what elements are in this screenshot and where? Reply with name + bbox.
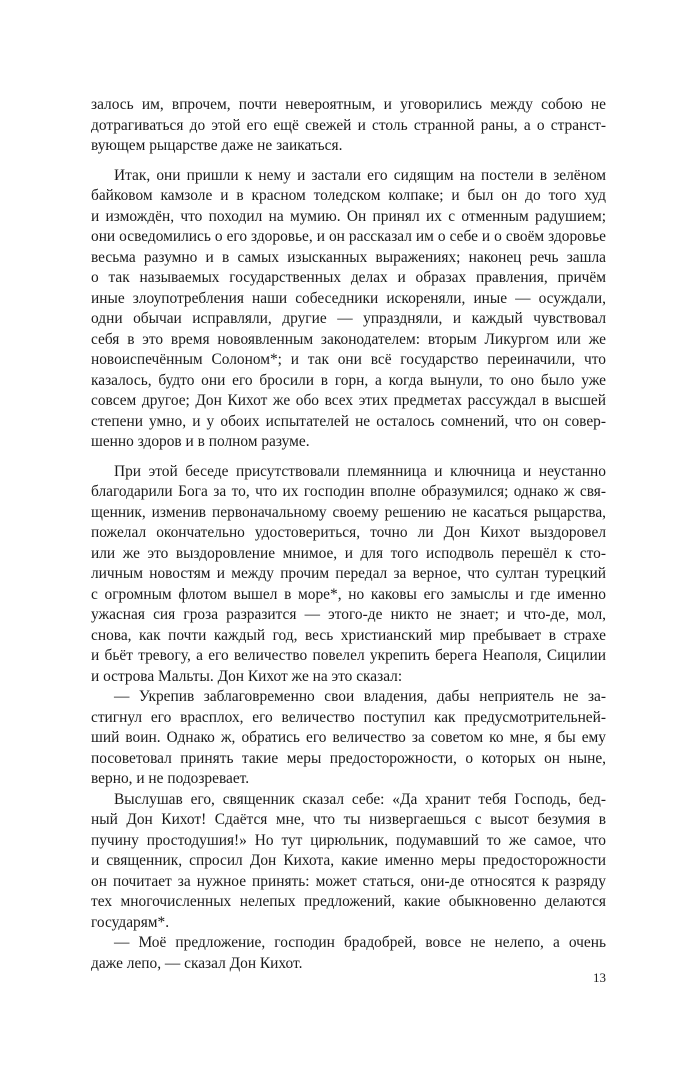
text-line: — Укрепив заблаговременно свои владения, дабы неприятель не за- xyxy=(114,688,606,705)
text-line: с огромным флотом вышел в море*, но каковы его замыслы и где именно xyxy=(91,585,606,603)
text-line: ужасная сия гроза разразится — этого-де никто не знает; и что-де, мол, xyxy=(91,606,606,623)
text-line: пучину простодушия!» Но тут цирюльник, подумавший то же самое, что xyxy=(91,831,606,849)
text-line: государям*. xyxy=(91,913,170,931)
text-line: новоиспечённым Солоном*; и так они всё государство переиначили, что xyxy=(91,351,606,368)
text-line: посоветовал принять такие меры предосторожности, о которых он ныне, xyxy=(91,749,606,767)
text-line: даже лепо, — сказал Дон Кихот. xyxy=(91,954,303,972)
paragraph-gap xyxy=(91,453,606,462)
text-line: степени умно, и у обоих испытателей не осталось сомнений, что он совер- xyxy=(91,412,606,430)
text-line: залось им, впрочем, почти невероятным, и уговорились между собою не xyxy=(91,96,606,113)
paragraph xyxy=(91,462,606,688)
text-line: себя в это время новоявленным законодателем: вторым Ликургом или же xyxy=(91,330,606,348)
paragraph xyxy=(91,687,606,790)
text-line: тех многочисленных нелепых предложений, какие обыкновенно делаются xyxy=(91,893,606,910)
text-line: они осведомились о его здоровье, и он рассказал им о себе и о своём здоровье xyxy=(91,228,606,245)
text-line: снова, как почти каждый год, весь христианский мир пребывает в страхе xyxy=(91,626,606,644)
text-line: весьма разумно и в самых изысканных выражениях; наконец речь зашла xyxy=(91,248,606,266)
text-line: и острова Мальты. Дон Кихот же на это сказал: xyxy=(91,667,403,685)
text-line: казалось, будто они его бросили в горн, а когда вынули, то оно было уже xyxy=(91,371,606,389)
text-line: ший воин. Однако ж, обратись его величество за советом ко мне, я бы ему xyxy=(91,729,606,746)
paragraph-gap xyxy=(91,157,606,166)
text-line: ный Дон Кихот! Сдаётся мне, что ты низвергаешься с высот безумия в xyxy=(91,811,606,828)
page-number: 13 xyxy=(593,970,606,985)
text-line: благодарили Бога за то, что их господин вполне образумился; однако ж свя- xyxy=(91,483,606,500)
paragraph xyxy=(91,166,606,453)
text-line: и бьёт тревогу, а его величество повелел укрепить берега Неаполя, Сицилии xyxy=(91,647,606,664)
text-line: и измождён, что походил на мумию. Он принял их с отменным радушием; xyxy=(91,207,606,225)
text-line: байковом камзоле и в красном толедском колпаке; и был он до того худ xyxy=(91,187,606,204)
paragraph xyxy=(91,933,606,974)
text-line: или же это выздоровление мнимое, и для того исподволь перешёл к сто- xyxy=(91,544,606,562)
text-line: стигнул его врасплох, его величество поступил как предусмотрительней- xyxy=(91,708,606,726)
text-line: Итак, они пришли к нему и застали его сидящим на постели в зелёном xyxy=(114,166,606,184)
text-line: о так называемых государственных делах и образах правления, причём xyxy=(91,269,606,286)
text-line: щенник, изменив первоначальному своему решению не касаться рыцарства, xyxy=(91,503,606,521)
text-line: пожелал окончательно удостовериться, точно ли Дон Кихот выздоровел xyxy=(91,524,606,541)
paragraph xyxy=(91,790,606,934)
paragraph xyxy=(91,95,606,157)
text-line: личным новостям и между прочим передал за верное, что султан турецкий xyxy=(91,565,606,582)
text-line: совсем другое; Дон Кихот же обо всех этих предметах рассуждал в высшей xyxy=(91,392,606,409)
text-line: верно, и не подозревает. xyxy=(91,770,250,787)
text-line: дотрагиваться до этой его ещё свежей и столь странной раны, а о странст- xyxy=(91,116,606,134)
text-line: При этой беседе присутствовали племянница и ключница и неустанно xyxy=(114,462,606,480)
text-line: иные злоупотребления наши собеседники искореняли, иные — осуждали, xyxy=(91,289,606,307)
text-line: одни обычаи исправляли, другие — упраздняли, и каждый чувствовал xyxy=(91,310,606,327)
text-line: он почитает за нужное принять: может статься, они-де относятся к разряду xyxy=(91,872,606,890)
body-text xyxy=(91,95,606,974)
text-line: вующем рыцарстве даже не заикаться. xyxy=(91,137,343,154)
text-line: шенно здоров и в полном разуме. xyxy=(91,433,310,450)
text-line: Выслушав его, священник сказал себе: «Да хранит тебя Господь, бед- xyxy=(114,790,606,808)
text-line: и священник, спросил Дон Кихота, какие именно меры предосторожности xyxy=(91,852,606,869)
text-line: — Моё предложение, господин брадобрей, вовсе не нелепо, а очень xyxy=(114,934,606,951)
